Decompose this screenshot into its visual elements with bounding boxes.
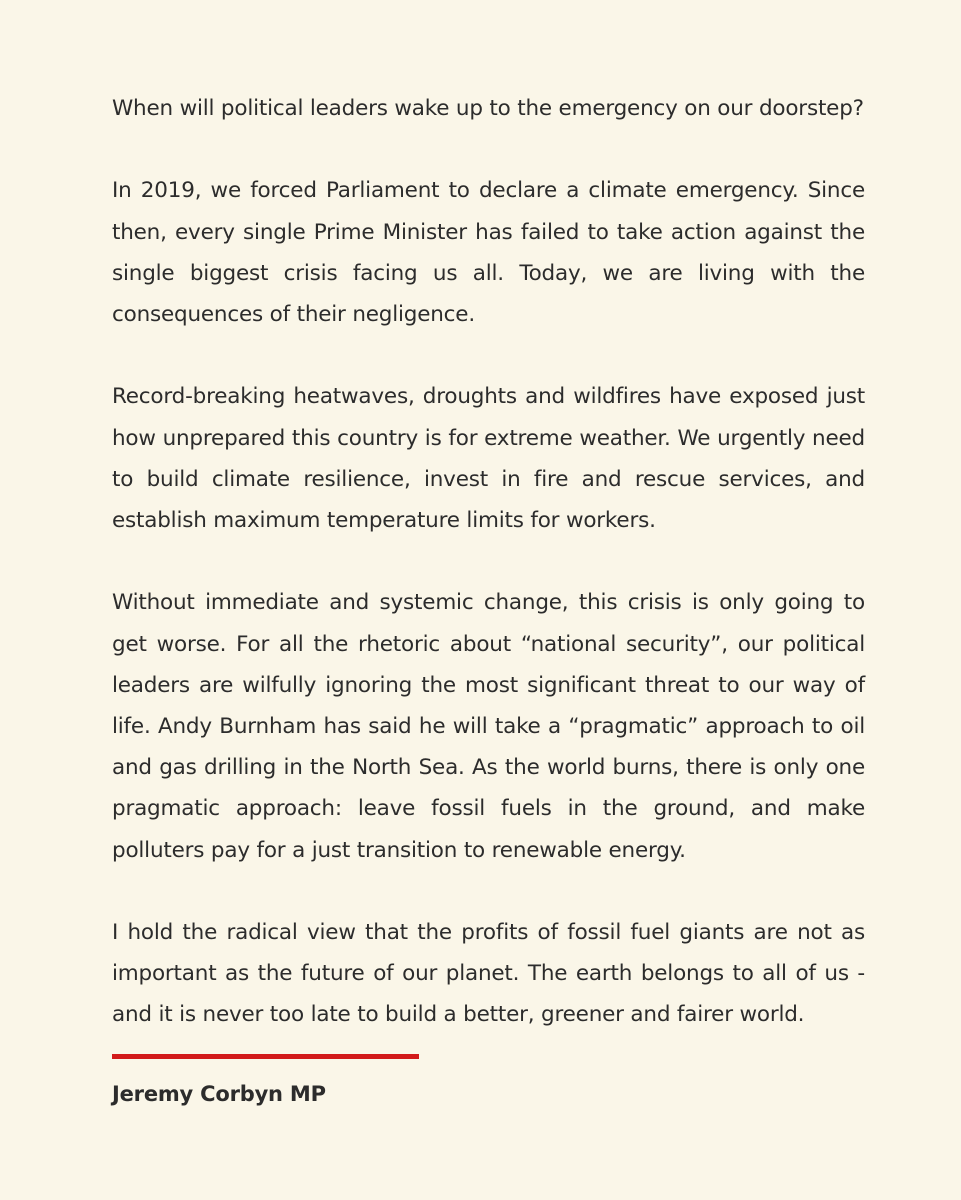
statement-body: [112, 88, 865, 1036]
signature: Jeremy Corbyn MP: [112, 1082, 326, 1106]
statement-paragraph: I hold the radical view that the profits of fossil fuel giants are not as important as the future of our planet. The earth belongs to all of us - and it is never too late to build a better, greener and fairer world.: [112, 920, 865, 1028]
statement-paragraph: Record-breaking heatwaves, droughts and wildfires have exposed just how unprepared this country is for extreme weather. We urgently need to build climate resilience, invest in fire and rescue services, and establish maximum temperature limits for workers.: [112, 384, 865, 533]
accent-divider: [112, 1054, 419, 1059]
statement-paragraph: In 2019, we forced Parliament to declare a climate emergency. Since then, every single Prime Minister has failed to take action against the single biggest crisis facing us all. Today, we are living with the consequences of their negligence.: [112, 178, 865, 327]
statement-paragraph: Without immediate and systemic change, this crisis is only going to get worse. For all the rhetoric about “national security”, our political leaders are wilfully ignoring the most significant threat to our way of life. Andy Burnham has said he will take a “pragmatic” approach to oil and gas drilling in the North Sea. As the world burns, there is only one pragmatic approach: leave fossil fuels in the ground, and make polluters pay for a just transition to renewable energy.: [112, 590, 865, 863]
statement-paragraph: When will political leaders wake up to the emergency on our doorstep?: [112, 96, 864, 121]
